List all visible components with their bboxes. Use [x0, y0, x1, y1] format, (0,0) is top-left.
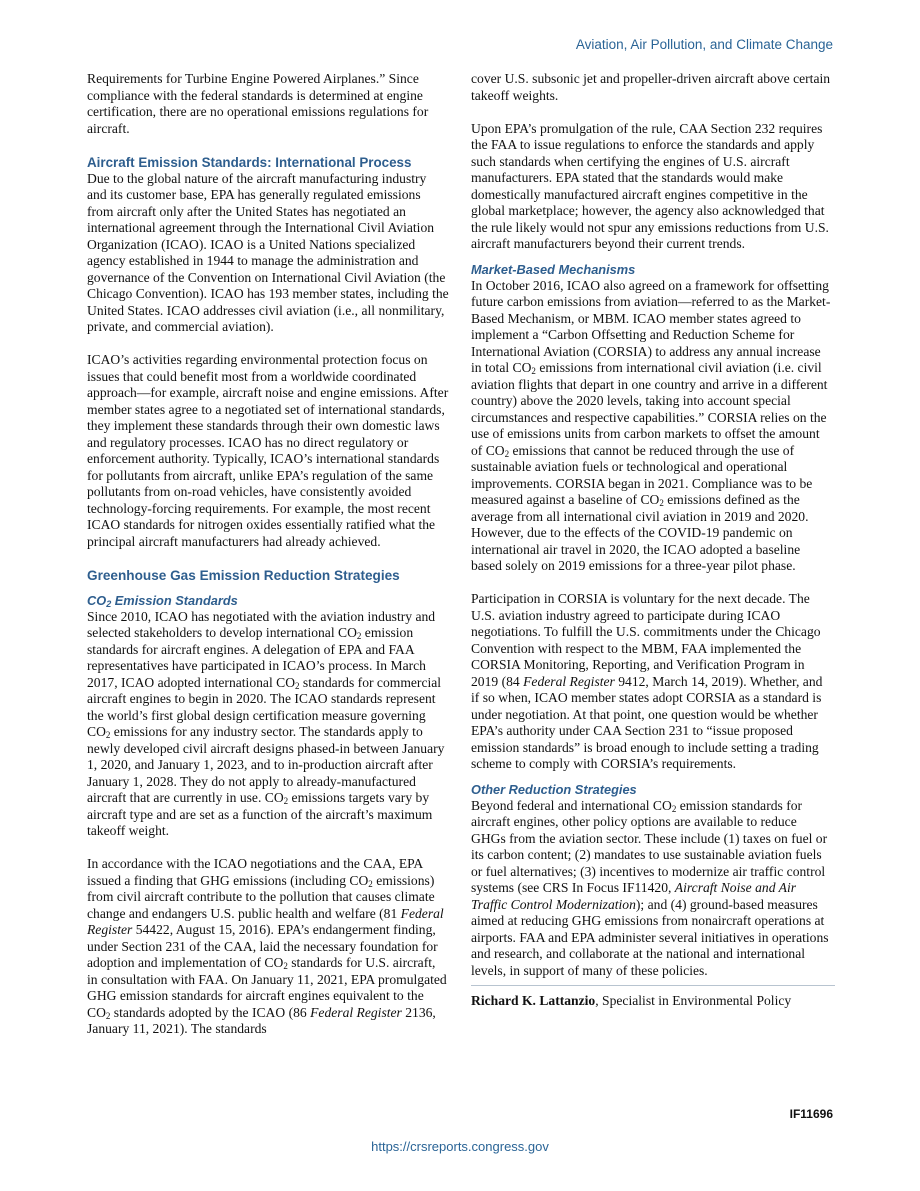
paragraph: Participation in CORSIA is voluntary for the next decade. The U.S. aviation industry agreed to participate during ICAO negotiations. To fulfill the U.S. commitments under the Chicago Convention with respect to the MBM, FAA implemented the CORSIA Monitoring, Reporting, and Verification Program in 2019 (84 Federal Register 9412, March 14, 2019). Whether, and if so when, ICAO member states adopt CORSIA as a standard is under negotiation. At that point, one question would be whether EPA’s authority under CAA Section 231 to “issue proposed emission standards” is broad enough to include setting a trading scheme to comply with CORSIA’s requirements.: [471, 591, 823, 771]
section-heading-ghg-strategies: Greenhouse Gas Emission Reduction Strategies: [87, 567, 400, 583]
paragraph: Upon EPA’s promulgation of the rule, CAA Section 232 requires the FAA to issue regulations to enforce the standards and apply such standards when certifying the engines of U.S. aircraft manufacturers. EPA stated that the standards would make domestically manufactured aircraft engines competitive in the global marketplace; however, the agency also acknowledged that the rule likely would not spur any emissions reductions from U.S. aircraft manufacturers beyond their current trends.: [471, 120, 829, 251]
paragraph: Due to the global nature of the aircraft manufacturing industry and its customer base, EPA has generally regulated emissions from aircraft only after the United States has negotiated an international agreement through the International Civil Aviation Organization (ICAO). ICAO is a United Nations specialized agency established in 1944 to manage the administration and governance of the Convention on International Civil Aviation (the Chicago Convention). ICAO has 193 member states, including the United States. ICAO addresses civil aviation (i.e., all nonmilitary, private, and commercial aviation).: [87, 170, 449, 334]
subheading-co2-standards: $CO_2$ Emission Standards: [87, 592, 238, 609]
subheading-other-strategies: Other Reduction Strategies: [471, 781, 637, 797]
right-column: [471, 71, 833, 1026]
running-header-title: Aviation, Air Pollution, and Climate Change: [575, 37, 833, 52]
paragraph: In October 2016, ICAO also agreed on a framework for offsetting future carbon emissions from aviation—referred to as the Market-Based Mechanism, or MBM. ICAO member states agreed to implement a “Carbon Offsetting and Reduction Scheme for International Aviation (CORSIA) to address any annual increase in total $CO_2$ emissions from international civil aviation (i.e. civil aviation flights that depart in one country and arrive in a different country) above the 2020 levels, taking into account special circumstances and respective capabilities.” CORSIA relies on the use of emissions units from carbon markets to offset the amount of $CO_2$ emissions that cannot be reduced through the use of sustainable aviation fuels or technological and operational improvements. CORSIA began in 2021. Compliance was to be measured against a baseline of $CO_2$ emissions defined as the average from all international civil aviation in 2019 and 2020. However, due to the effects of the COVID-19 pandemic on international air travel in 2020, the ICAO adopted a baseline based solely on 2019 emissions for a three-year pilot phase.: [471, 277, 831, 573]
section-heading-international-process: Aircraft Emission Standards: International Process: [87, 154, 412, 170]
left-column: [87, 71, 449, 1038]
paragraph: In accordance with the ICAO negotiations and the CAA, EPA issued a finding that GHG emissions (including $CO_2$ emissions) from civil aircraft contribute to the pollution that causes climate change and endangers U.S. public health and welfare (81 Federal Register 54422, August 15, 2016). EPA’s endangerment finding, under Section 231 of the CAA, laid the necessary foundation for adoption and implementation of $CO_2$ standards for U.S. aircraft, in consultation with FAA. On January 11, 2021, EPA promulgated GHG emission standards for aircraft engines equivalent to the $CO_2$ standards adopted by the ICAO (86 Federal Register 2136, January 11, 2021). The standards: [87, 856, 447, 1036]
paragraph: Beyond federal and international $CO_2$ emission standards for aircraft engines, other policy options are available to reduce GHGs from the aviation sector. These include (1) taxes on fuel or its carbon content; (2) mandates to use sustainable aviation fuels or fuel alternatives; (3) incentives to modernize air traffic control systems (see CRS In Focus IF11420, Aircraft Noise and Air Traffic Control Modernization); and (4) ground-based measures aimed at reducing GHG emissions from nonaircraft operations at airports. FAA and EPA administer several initiatives in operations and research, and collaborate at the national and international levels, in support of many of these policies.: [471, 797, 829, 978]
paragraph: Since 2010, ICAO has negotiated with the aviation industry and selected stakeholders to develop international $CO_2$ emission standards for aircraft engines. A delegation of EPA and FAA representatives have participated in ICAO’s process. In March 2017, ICAO adopted international $CO_2$ standards for commercial aircraft engines to begin in 2020. The ICAO standards represent the world’s first global design certification measure governing $CO_2$ emissions for any industry sector. The standards apply to newly developed civil aircraft designs phased-in between January 1, 2020, and January 1, 2023, and to in-production aircraft after January 1, 2028. They do not apply to already-manufactured aircraft that are currently in use. $CO_2$ emissions targets vary by aircraft type and are set as a function of the aircraft’s maximum takeoff weight.: [87, 608, 445, 838]
paragraph: cover U.S. subsonic jet and propeller-driven aircraft above certain takeoff weights.: [471, 71, 831, 103]
paragraph: Requirements for Turbine Engine Powered Airplanes.” Since compliance with the federal standards is determined at engine certification, there are no operational emissions regulations for aircraft.: [87, 71, 429, 136]
footer-url-link[interactable]: https://crsreports.congress.gov: [371, 1139, 549, 1154]
author-line: Richard K. Lattanzio, Specialist in Environmental Policy: [471, 993, 792, 1008]
author-divider: [471, 985, 835, 986]
subheading-market-based-mechanisms: Market-Based Mechanisms: [471, 261, 636, 277]
document-id: IF11696: [789, 1107, 833, 1121]
paragraph: ICAO’s activities regarding environmental protection focus on issues that could benefit most from a worldwide coordinated approach—for example, aircraft noise and engine emissions. After member states agree to a negotiated set of international standards, they implement these standards through their own domestic laws and regulatory processes. ICAO has no direct regulatory or enforcement authority. Typically, ICAO’s international standards for pollutants from aircraft, unlike EPA’s regulation of the same pollutants from on-road vehicles, have consistently avoided technology-forcing requirements. For example, the most recent ICAO standards for nitrogen oxides essentially ratified what the principal aircraft manufacturers had already achieved.: [87, 352, 449, 549]
